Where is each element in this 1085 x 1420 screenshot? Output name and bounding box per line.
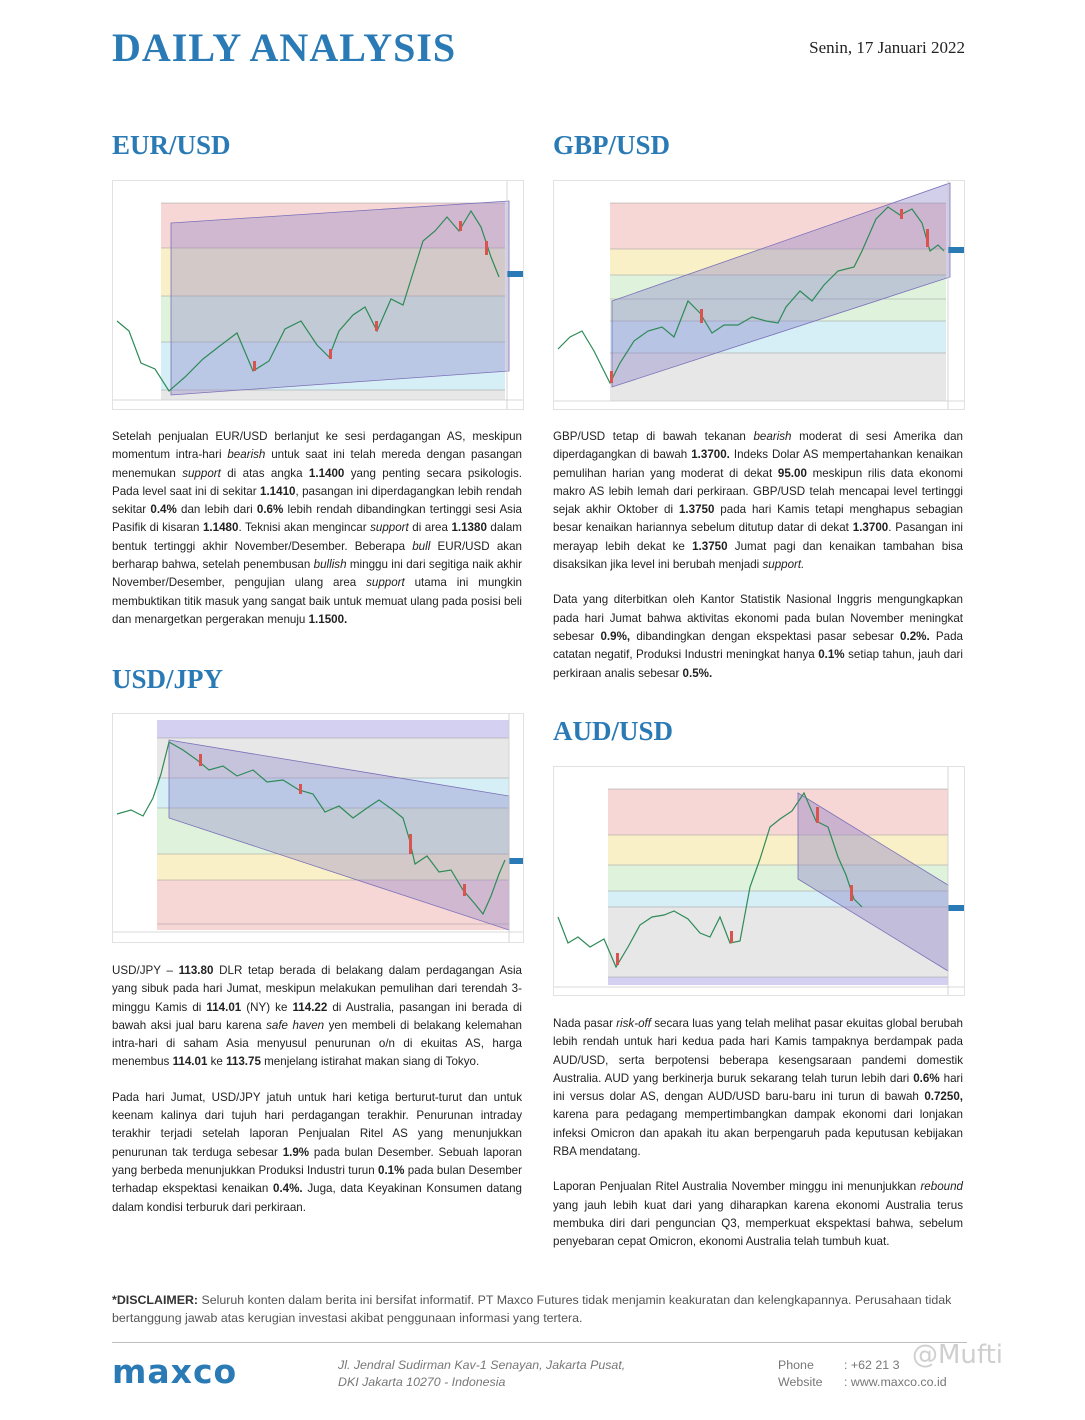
- usdjpy-analysis: [112, 962, 522, 1217]
- eurusd-chart: [112, 180, 524, 410]
- gbpusd-paragraph-2: Data yang diterbitkan oleh Kantor Statistik Nasional Inggris mengungkapkan pada hari Jumat bahwa aktivitas ekonomi pada bulan November meningkat sebesar 0.9%, dibandingkan dengan ekspektasi pasar sebesar 0.2%. Pada catatan negatif, Produksi Industri meningkat hanya 0.1% setiap tahun, jauh dari perkiraan analis sebesar 0.5%.: [553, 593, 963, 680]
- gbpusd-chart: [553, 180, 965, 410]
- audusd-paragraph-1: Nada pasar risk-off secara luas yang telah melihat pasar ekuitas global berubah lebih rendah untuk hari kedua pada hari Kamis tampaknya berdampak pada AUD/USD, serta berpotensi beberapa kesengsaraan pandemi domestik Australia. AUD yang berkinerja buruk sekarang telah turun lebih dari 0.6% hari ini versus dolar AS, dengan AUD/USD baru-baru ini turun di bawah 0.7250, karena para pedagang mempertimbangkan dampak ekonomi dari lonjakan infeksi Omicron dan apakah itu akan berpengaruh pada keputusan kebijakan RBA mendatang.: [553, 1017, 963, 1159]
- address-line-2: DKI Jakarta 10270 - Indonesia: [338, 1375, 506, 1389]
- gbpusd-analysis: [553, 428, 963, 683]
- audusd-analysis: [553, 1015, 963, 1252]
- report-date: Senin, 17 Januari 2022: [809, 38, 965, 57]
- usdjpy-paragraph-2: Pada hari Jumat, USD/JPY jatuh untuk hari ketiga berturut-turut dan untuk keenam kalinya dari tujuh hari perdagangan terakhir. Penurunan intraday terakhir terjadi setelah laporan Penjualan Ritel AS yang menunjukkan penurunan tak terduga sebesar 1.9% pada bulan Desember. Sebuah laporan yang berbeda menunjukkan Produksi Industri turun 0.1% pada bulan Desember terhadap ekspektasi kenaikan 0.4%. Juga, data Keyakinan Konsumen datang dalam kondisi terburuk dari perkiraan.: [112, 1090, 523, 1214]
- disclaimer: [112, 1291, 967, 1327]
- maxco-logo: maxco: [112, 1352, 238, 1391]
- disclaimer-label: *DISCLAIMER:: [112, 1293, 199, 1307]
- section-title-eurusd: EUR/USD: [112, 130, 231, 160]
- usdjpy-paragraph-1: USD/JPY – 113.80 DLR tetap berada di belakang dalam perdagangan Asia yang sibuk pada hari Jumat, meskipun melakukan pemulihan dari terendah 3-minggu Kamis di 114.01 (NY) ke 114.22 di Australia, pasangan ini berada di bawah aksi jual baru karena safe haven yen membeli di belakang kelemahan intra-hari di saham Asia menyusul penurunan o/n di ekuitas AS, harga menembus 114.01 ke 113.75 menjelang istirahat makan siang di Tokyo.: [112, 964, 522, 1069]
- website-link[interactable]: : www.maxco.co.id: [844, 1375, 947, 1389]
- website-label: Website: [778, 1375, 823, 1389]
- address-line-1: Jl. Jendral Sudirman Kav-1 Senayan, Jakarta Pusat,: [338, 1358, 626, 1372]
- eurusd-chart-graphic: [113, 181, 523, 409]
- company-address: [338, 1357, 625, 1391]
- audusd-chart: [553, 766, 965, 996]
- audusd-paragraph-2: Laporan Penjualan Ritel Australia November minggu ini menunjukkan rebound yang jauh lebih kuat dari yang diharapkan karena ekonomi Australia terus membuka diri dari penguncian Q3, memperkuat ekspektasi bahwa, sebelum penyebaran cepat Omicron, ekonomi Australia telah tumbuh kuat.: [553, 1180, 963, 1249]
- disclaimer-text: Seluruh konten dalam berita ini bersifat informatif. PT Maxco Futures tidak menjamin keakuratan dan kelengkapannya. Perusahaan tidak bertanggung jawab atas kerugian investasi akibat penggunaan informasi yang tertera.: [112, 1293, 952, 1325]
- footer-divider: [112, 1342, 967, 1343]
- section-title-gbpusd: GBP/USD: [553, 130, 671, 160]
- phone-value: : +62 21 3: [844, 1358, 900, 1372]
- watermark: @Mufti: [912, 1340, 1004, 1370]
- audusd-chart-graphic: [554, 767, 964, 995]
- gbpusd-chart-graphic: [554, 181, 964, 409]
- phone-label: Phone: [778, 1358, 814, 1372]
- section-title-audusd: AUD/USD: [553, 716, 674, 746]
- page-title: DAILY ANALYSIS: [112, 25, 457, 70]
- usdjpy-chart: [112, 713, 524, 943]
- eurusd-analysis: [112, 428, 522, 629]
- section-title-usdjpy: USD/JPY: [112, 664, 224, 694]
- gbpusd-paragraph-1: GBP/USD tetap di bawah tekanan bearish moderat di sesi Amerika dan diperdagangkan di bawah 1.3700. Indeks Dolar AS mempertahankan kenaikan pemulihan harian yang moderat di dekat 95.00 meskipun rilis data ekonomi makro AS lebih lemah dari perkiraan. GBP/USD telah mencapai level tertinggi sejak akhir Oktober di 1.3750 pada hari Kamis tetapi menghapus sebagian besar kenaikan hariannya sebelum ditutup datar di dekat 1.3700. Pasangan ini merayap lebih dekat ke 1.3750 Jumat pagi dan kenaikan tambahan bisa disaksikan jika level ini berubah menjadi support.: [553, 430, 964, 572]
- usdjpy-chart-graphic: [113, 714, 523, 942]
- eurusd-paragraph: Setelah penjualan EUR/USD berlanjut ke sesi perdagangan AS, meskipun momentum intra-hari bearish untuk saat ini telah mereda dengan pasangan menemukan support di atas angka 1.1400 yang penting secara psikologis. Pada level saat ini di sekitar 1.1410, pasangan ini diperdagangkan lebih rendah sekitar 0.4% dan lebih dari 0.6% lebih rendah dibandingkan tertinggi sesi Asia Pasifik di kisaran 1.1480. Teknisi akan mengincar support di area 1.1380 dalam bentuk tertinggi akhir November/Desember. Beberapa bull EUR/USD akan berharap bahwa, setelah penembusan bullish minggu ini dari segitiga naik akhir November/Desember, pengujian ulang area support utama ini mungkin membuktikan titik masuk yang sangat baik untuk memuat ulang pada posisi beli dan menargetkan pergerakan menuju 1.1500.: [112, 430, 522, 626]
